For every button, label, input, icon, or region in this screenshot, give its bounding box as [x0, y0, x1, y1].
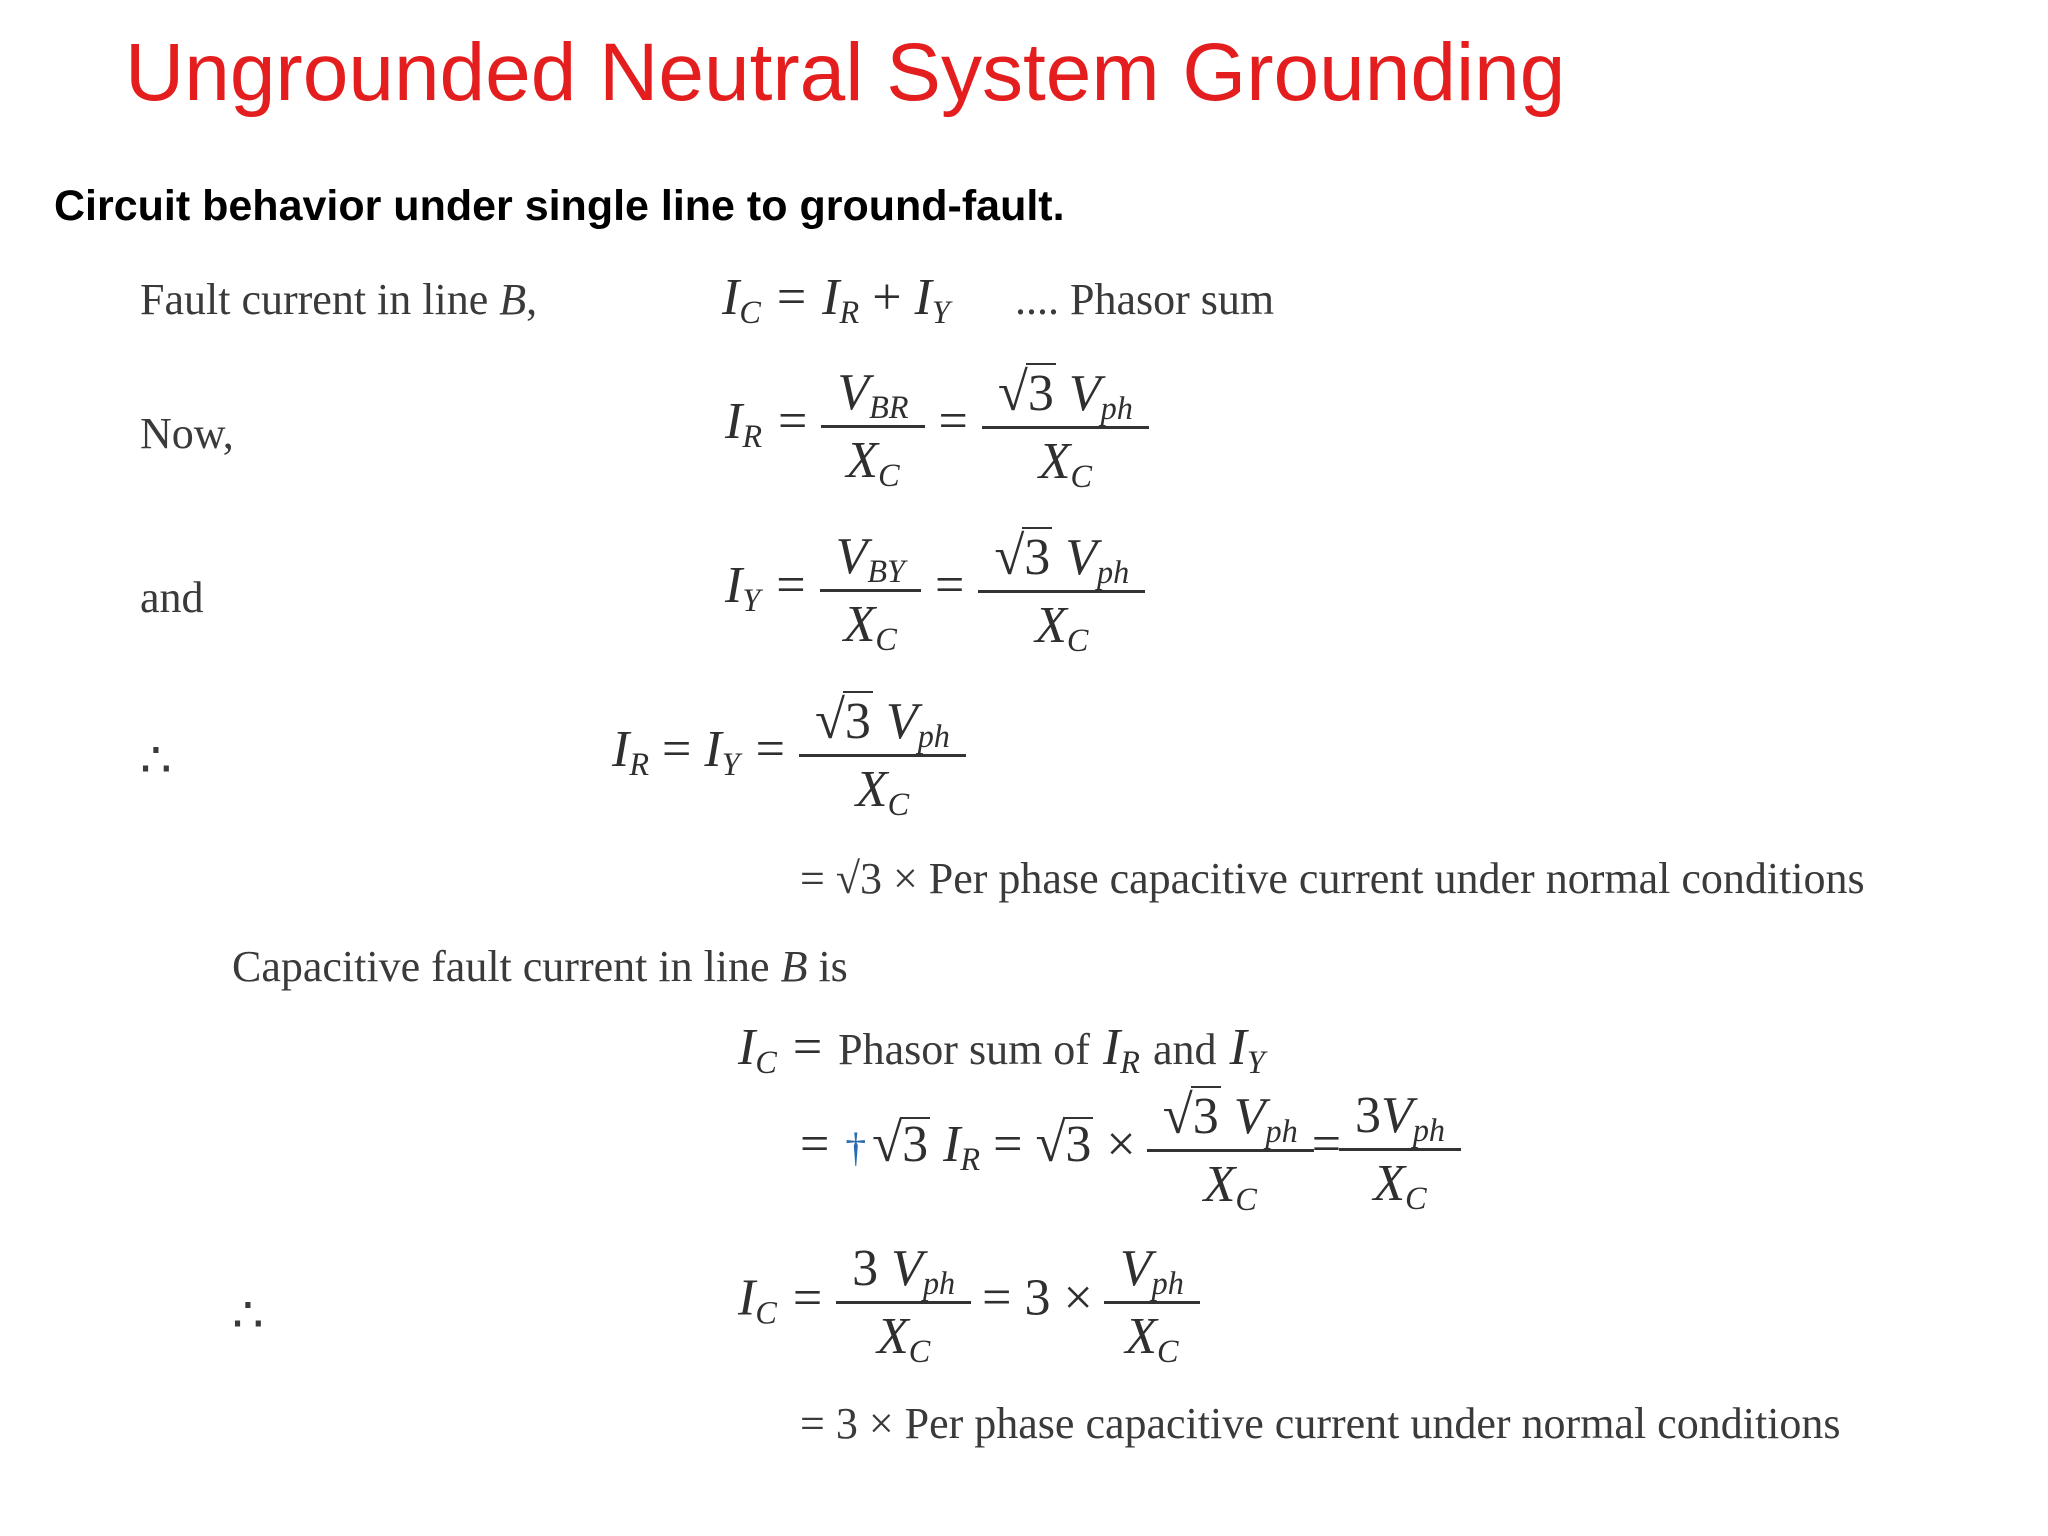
eq-ir-equals-iy: $I_R = I_Y$ = √ 3 $V_{ph}$ $X_C$: [612, 690, 964, 818]
eq-ic-final: $I_C$ = $\frac{3 V_{ph}}{X_C}$ = 3 × $\frac{V_{ph}}{X_C}$: [738, 1240, 1198, 1365]
line-b-symbol: B: [499, 275, 527, 324]
slide-subtitle: Circuit behavior under single line to ground-fault.: [54, 182, 1065, 230]
eq-ic-derivation: = † √ 3 $I_R$ = √ 3 × √ 3 $V_{ph}$ $X_C$ = $\frac{3V_{ph}}{X_C}$: [800, 1085, 1459, 1213]
therefore-symbol-2: ∴: [232, 1287, 264, 1343]
line-b-symbol-2: B: [780, 942, 808, 991]
therefore-symbol-1: ∴: [140, 732, 172, 788]
eq-iy: $I_Y$ = $\frac{V_{BY}}{X_C}$ = √ 3 $V_{ph}$ $X_C$: [725, 526, 1143, 654]
phasor-sum-of-text: Phasor sum of: [838, 1025, 1090, 1074]
now-label: Now,: [140, 409, 234, 458]
fault-current-label-text: Fault current in line: [140, 275, 489, 324]
dagger-mark: †: [845, 1124, 867, 1171]
phasor-sum-note: .... Phasor sum: [1015, 275, 1275, 324]
fault-current-label: [140, 275, 538, 324]
eq-ic-phasor: $I_C$ = Phasor sum of $I_R$ and $I_Y$: [738, 1019, 1265, 1081]
three-times-normal: = 3 × Per phase capacitive current under normal conditions: [800, 1399, 1841, 1448]
and-label: and: [140, 573, 204, 622]
capacitive-fault-text: Capacitive fault current in line: [232, 942, 770, 991]
label-comma: ,: [526, 275, 538, 324]
phasor-and-text: and: [1152, 1025, 1217, 1074]
slide-title: Ungrounded Neutral System Grounding: [125, 27, 1566, 118]
sqrt3-times-normal: = √3 × Per phase capacitive current under normal conditions: [800, 854, 1865, 903]
eq-ic-sum: $I_C = I_R + I_Y$: [722, 269, 950, 331]
eq-ir: $I_R$ = $\frac{V_{BR}}{X_C}$ = √ 3 $V_{ph}$ $X_C$: [725, 362, 1147, 490]
capacitive-fault-is: is: [818, 942, 848, 991]
capacitive-fault-label: [232, 942, 848, 991]
